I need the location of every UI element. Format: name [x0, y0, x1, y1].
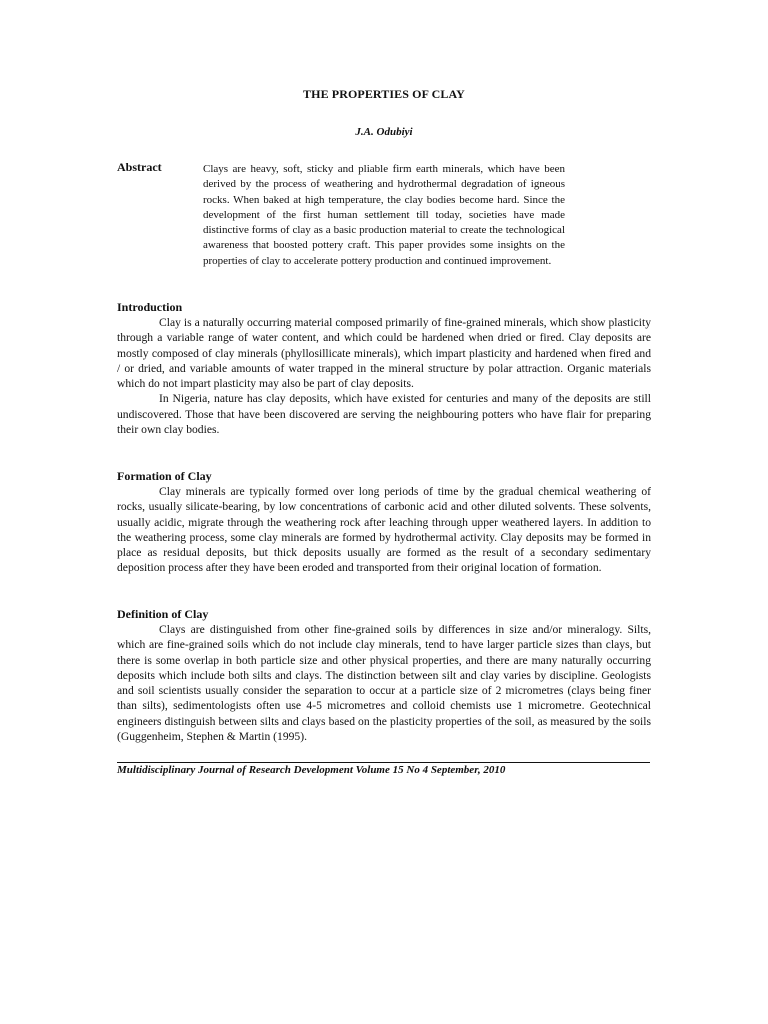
formation-section: [117, 469, 651, 576]
paper-title: THE PROPERTIES OF CLAY: [303, 87, 465, 101]
definition-section: [117, 607, 651, 744]
author-name: J.A. Odubiyi: [355, 126, 413, 138]
introduction-paragraph: In Nigeria, nature has clay deposits, which have existed for centuries and many of the deposits are still undiscovered. Those that have been discovered are serving the neighbouring potters who have flair for preparing their own clay bodies.: [117, 392, 651, 437]
formation-paragraph: Clay minerals are typically formed over long periods of time by the gradual chemical weathering of rocks, usually silicate-bearing, by low concentrations of carbonic acid and other diluted solvents. These solvents, usually acidic, migrate through the weathering rock after leaching through upper weathered layers. In addition to the weathering process, some clay minerals are formed by hydrothermal activity. Clay deposits may be formed in place as residual deposits, but thick deposits usually are formed as the result of a secondary sedimentary deposition process after they have been eroded and transported from their original location of formation.: [117, 485, 651, 575]
introduction-section: [117, 300, 651, 437]
formation-heading: Formation of Clay: [117, 469, 212, 483]
definition-paragraph: Clays are distinguished from other fine-grained soils by differences in size and/or mineralogy. Silts, which are fine-grained soils which do not include clay minerals, tend to have larger particle sizes than clays, but there is some overlap in both particle size and other physical properties, and there are many naturally occurring deposits which include both silts and clays. The distinction between silt and clay varies by discipline. Geologists and soil scientists usually consider the separation to occur at a particle size of 2 micrometres (clays being finer than silts), sedimentologists often use 4-5 micrometres and colloid chemists use 1 micrometre. Geotechnical engineers distinguish between silts and clays based on the plasticity properties of the soil, as measured by the soils (Guggenheim, Stephen & Martin (1995).: [117, 623, 651, 744]
definition-heading: Definition of Clay: [117, 607, 209, 621]
abstract-text: Clays are heavy, soft, sticky and pliable firm earth minerals, which have been derived by the process of weathering and hydrothermal degradation of igneous rocks. When baked at high temperature, the clay bodies become hard. Since the development of the first human settlement till today, societies have made distinctive forms of clay as a basic production material to create the technological awareness that boosted pottery craft. This paper provides some insights on the properties of clay to accelerate pottery production and continued improvement.: [203, 163, 565, 267]
abstract-heading: Abstract: [117, 160, 162, 174]
journal-footer: Multidisciplinary Journal of Research Development Volume 15 No 4 September, 2010: [117, 764, 506, 776]
footer-divider: [117, 762, 650, 763]
introduction-heading: Introduction: [117, 300, 183, 314]
introduction-paragraph: Clay is a naturally occurring material composed primarily of fine-grained minerals, which show plasticity through a variable range of water content, and which could be hardened when dried or fired. Clay deposits are mostly composed of clay minerals (phyllosillicate minerals), which impart plasticity and hardened when fired and / or dried, and variable amounts of water trapped in the mineral structure by polar attraction. Organic materials which do not impart plasticity may also be part of clay deposits.: [117, 316, 651, 391]
